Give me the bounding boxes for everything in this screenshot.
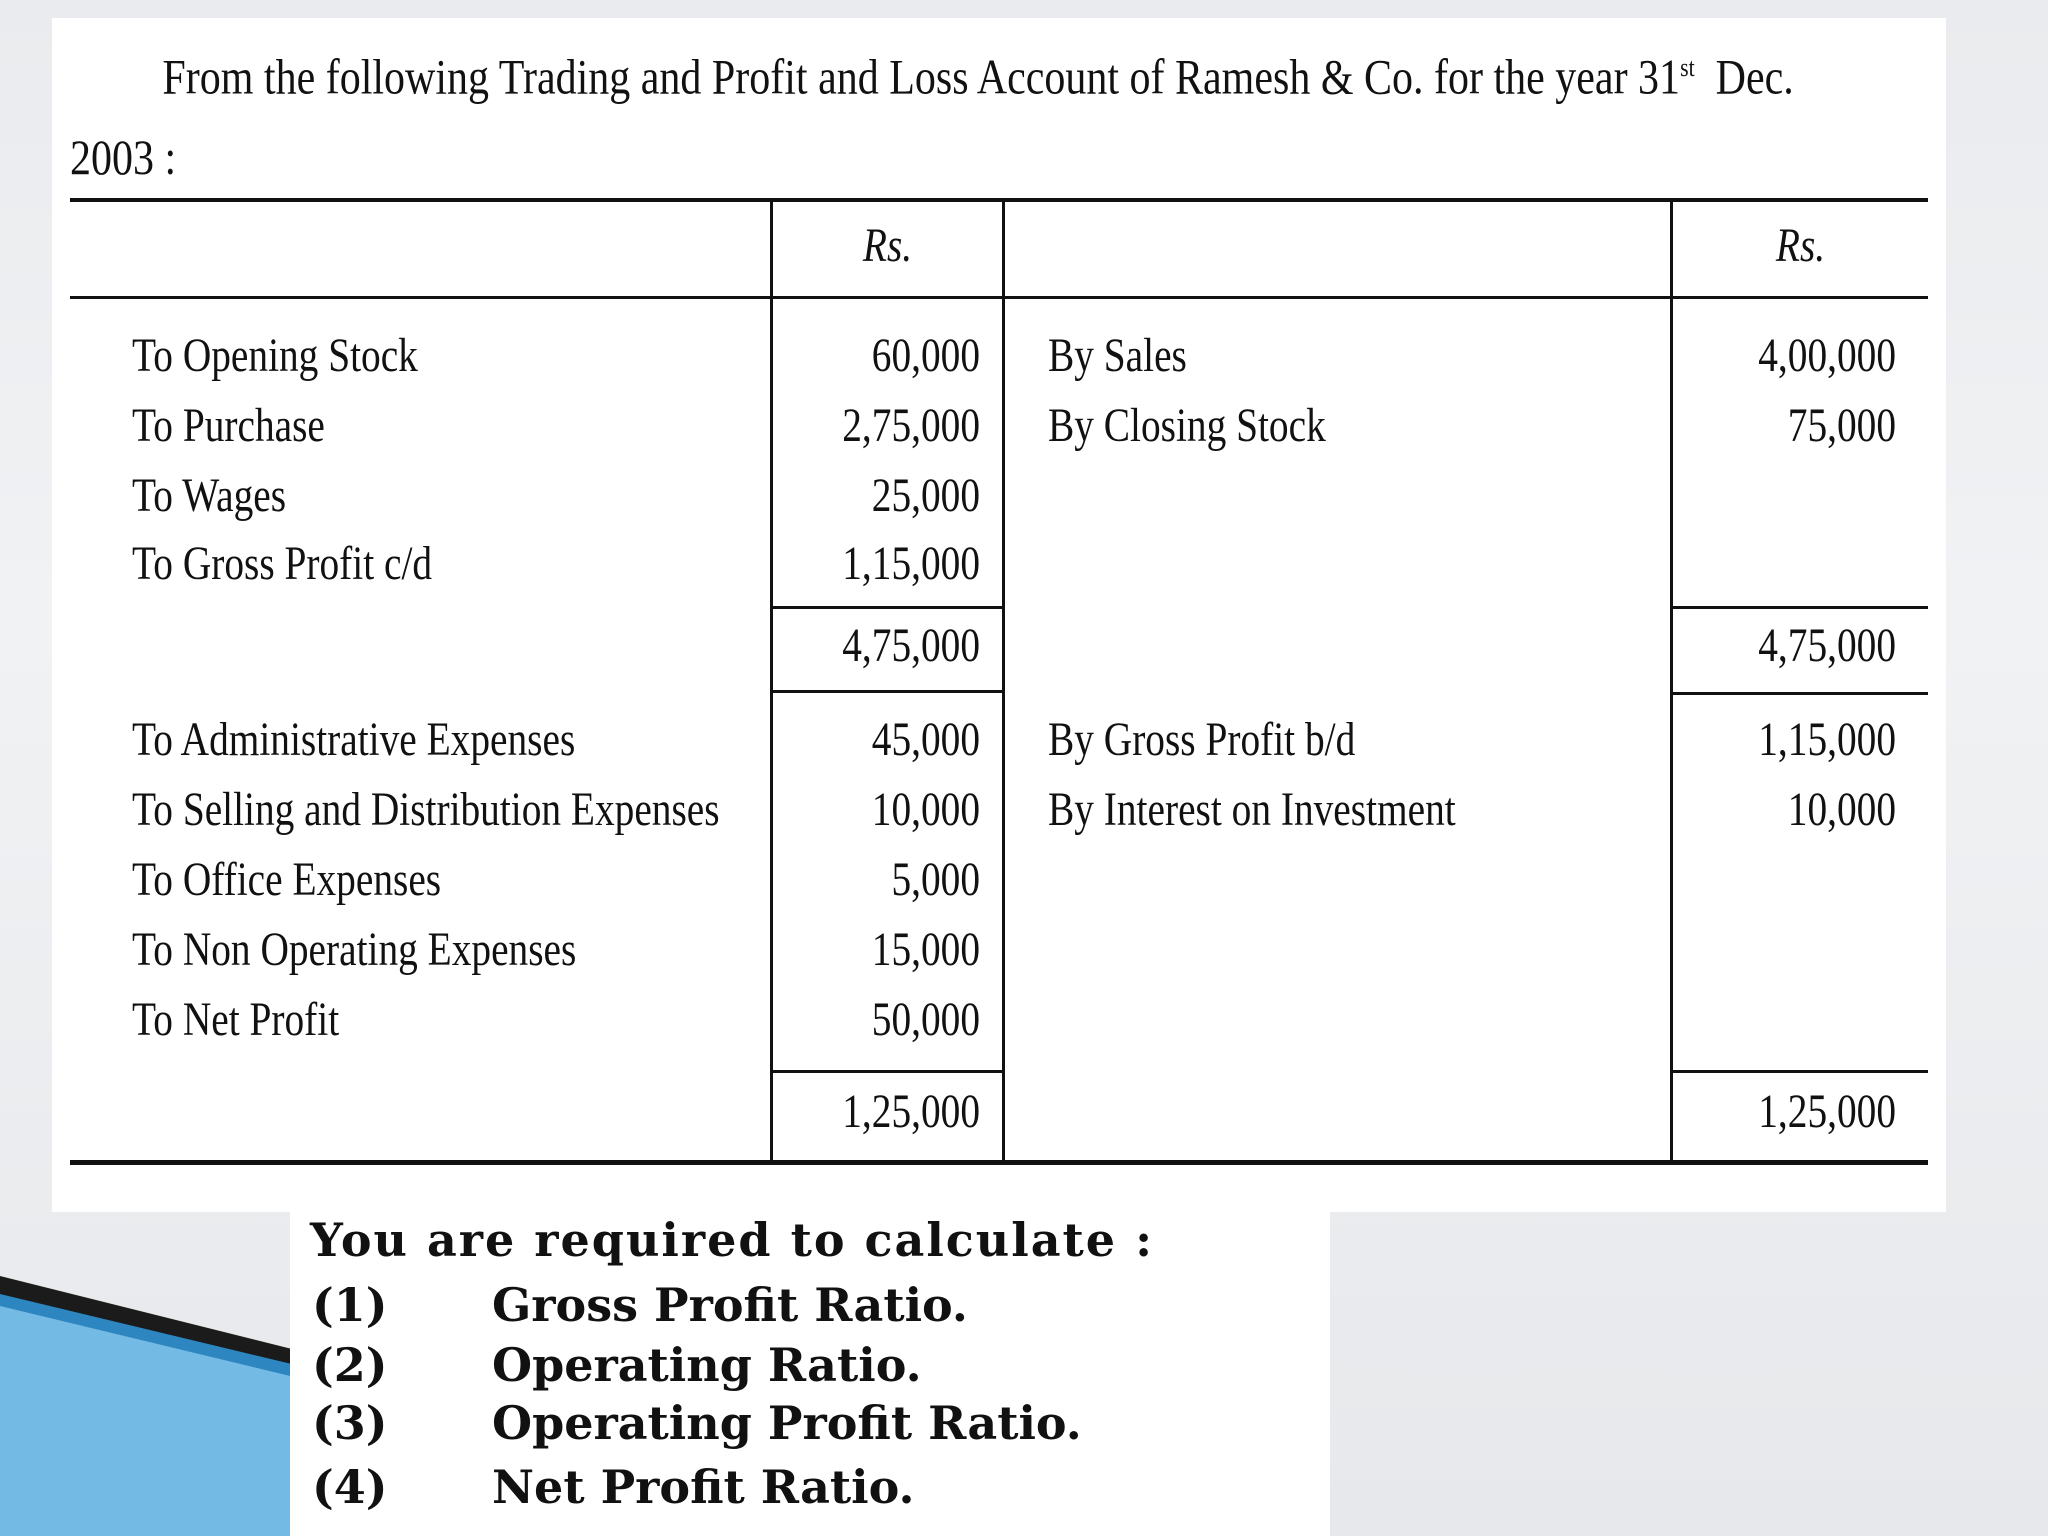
pl-debit-label: To Administrative Expenses — [132, 713, 576, 766]
currency-header-right: Rs. — [1775, 219, 1826, 272]
pl-debit-amount: 15,000 — [871, 923, 980, 976]
trading-credit-amount: 4,00,000 — [1758, 329, 1896, 382]
requirement-text: Operating Profit Ratio. — [492, 1396, 1082, 1450]
trading-total-top-left — [770, 606, 1002, 609]
pl-debit-amount: 45,000 — [871, 713, 980, 766]
trading-debit-label: To Wages — [132, 469, 287, 522]
document-page — [52, 18, 1946, 1212]
requirement-item — [312, 1276, 968, 1334]
pl-credit-label: By Gross Profit b/d — [1048, 713, 1356, 766]
pl-debit-amount: 5,000 — [891, 853, 980, 906]
pl-total-left: 1,25,000 — [842, 1085, 980, 1138]
trading-debit-amount: 1,15,000 — [842, 537, 980, 590]
trading-credit-label: By Sales — [1048, 329, 1187, 382]
pl-total-right: 1,25,000 — [1758, 1085, 1896, 1138]
heading-line-1: From the following Trading and Profit and Loss Account of Ramesh & Co. for the year 31st Dec. — [162, 48, 1794, 105]
header-bottom-rule — [70, 296, 1928, 299]
table-bottom-rule — [70, 1160, 1928, 1165]
requirements-title: You are required to calculate : — [310, 1213, 1155, 1267]
requirement-item — [312, 1394, 1082, 1452]
pl-debit-amount: 50,000 — [871, 993, 980, 1046]
col-divider-2 — [1002, 200, 1005, 1162]
trading-total-bottom-left — [770, 690, 1002, 693]
requirement-number: (4) — [312, 1460, 388, 1514]
requirement-text: Net Profit Ratio. — [492, 1460, 915, 1514]
requirements-box — [290, 1210, 1330, 1536]
pl-debit-amount: 10,000 — [871, 783, 980, 836]
problem-heading — [70, 28, 1930, 197]
requirement-number: (2) — [312, 1338, 388, 1392]
trading-debit-label: To Purchase — [132, 399, 325, 452]
trading-debit-amount: 2,75,000 — [842, 399, 980, 452]
trading-debit-amount: 60,000 — [871, 329, 980, 382]
trading-debit-amount: 25,000 — [871, 469, 980, 522]
requirement-item — [312, 1458, 915, 1516]
table-top-rule — [70, 198, 1928, 202]
currency-header-left: Rs. — [862, 219, 913, 272]
col-divider-3 — [1670, 200, 1673, 1162]
trading-total-left: 4,75,000 — [842, 619, 980, 672]
requirement-text: Gross Profit Ratio. — [492, 1278, 968, 1332]
pl-total-top-left — [770, 1070, 1002, 1073]
trading-total-top-right — [1670, 606, 1928, 609]
trading-total-bottom-right — [1670, 692, 1928, 695]
pl-debit-label: To Non Operating Expenses — [132, 923, 577, 976]
pl-debit-label: To Selling and Distribution Expenses — [132, 783, 720, 836]
pl-total-top-right — [1670, 1070, 1928, 1073]
trading-debit-label: To Gross Profit c/d — [132, 537, 433, 590]
requirement-number: (1) — [312, 1278, 388, 1332]
requirement-number: (3) — [312, 1396, 388, 1450]
requirement-item — [312, 1336, 922, 1394]
heading-line-2: 2003 : — [70, 128, 177, 185]
trading-credit-amount: 75,000 — [1787, 399, 1896, 452]
pl-debit-label: To Office Expenses — [132, 853, 442, 906]
trading-credit-label: By Closing Stock — [1048, 399, 1326, 452]
pl-debit-label: To Net Profit — [132, 993, 340, 1046]
col-divider-1 — [770, 200, 773, 1162]
pl-credit-amount: 1,15,000 — [1758, 713, 1896, 766]
requirement-text: Operating Ratio. — [492, 1338, 922, 1392]
trading-debit-label: To Opening Stock — [132, 329, 418, 382]
pl-credit-label: By Interest on Investment — [1048, 783, 1456, 836]
pl-credit-amount: 10,000 — [1787, 783, 1896, 836]
trading-total-right: 4,75,000 — [1758, 619, 1896, 672]
